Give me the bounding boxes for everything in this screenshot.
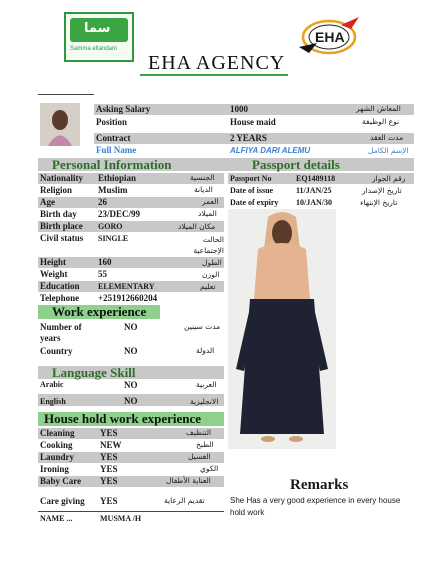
left-logo-text: سما xyxy=(84,21,111,36)
personal-info-title: Personal Information xyxy=(52,157,172,172)
nationality-label: Nationality xyxy=(40,173,84,183)
portrait-photo xyxy=(40,103,80,146)
work-experience-title: Work experience xyxy=(52,304,147,319)
height-ar: الطول xyxy=(202,258,222,267)
birthplace-ar: مكان الميلاد xyxy=(178,222,216,231)
passport-no-ar: رقم الجواز xyxy=(372,174,406,183)
birthplace-value: GORO xyxy=(98,222,123,231)
full-name-label: Full Name xyxy=(96,145,137,155)
birthday-value: 23/DEC/99 xyxy=(98,209,141,219)
photo-top-line xyxy=(38,94,94,95)
birthplace-label: Birth place xyxy=(40,221,83,231)
right-logo xyxy=(289,13,367,61)
care-giving-value: YES xyxy=(100,496,118,506)
country-value: NO xyxy=(124,346,138,356)
ironing-value: YES xyxy=(100,464,118,474)
row-bg xyxy=(38,197,224,208)
civil-status-value: SINGLE xyxy=(98,234,129,243)
nationality-ar: الجنسية xyxy=(190,173,215,182)
left-logo xyxy=(64,12,134,62)
name-label: NAME ... xyxy=(40,514,73,523)
full-name-value: ALFIYA DARI ALEMU xyxy=(230,146,311,155)
date-of-expiry-label: Date of expiry xyxy=(230,198,279,207)
care-giving-label: Care giving xyxy=(40,496,85,506)
footer-line xyxy=(38,511,224,512)
civil-status-label: Civil status xyxy=(40,233,84,243)
cleaning-label: Cleaning xyxy=(40,428,75,438)
education-value: ELEMENTARY xyxy=(98,282,155,291)
contract-label: Contract xyxy=(96,133,131,143)
nationality-value: Ethiopian xyxy=(98,173,137,183)
cooking-value: NEW xyxy=(100,440,122,450)
birthday-label: Birth day xyxy=(40,209,77,219)
english-value: NO xyxy=(124,396,138,406)
full-name-ar: الإسم الكامل xyxy=(368,146,409,155)
position-ar: نوع الوظيفة xyxy=(362,117,400,126)
weight-value: 55 xyxy=(98,269,107,279)
agency-underline xyxy=(140,74,288,76)
weight-label: Weight xyxy=(40,269,68,279)
years-ar: مدت سينين xyxy=(184,322,221,331)
position-label: Position xyxy=(96,117,128,127)
remarks-text: She Has a very good experience in every house hold work xyxy=(230,496,401,517)
arabic-ar: العربية xyxy=(196,380,217,389)
telephone-value: +251912660204 xyxy=(98,293,158,303)
contract-value: 2 YEARS xyxy=(230,133,267,143)
full-body-photo xyxy=(228,209,336,449)
arabic-value: NO xyxy=(124,380,138,390)
height-value: 160 xyxy=(98,257,112,267)
education-ar: تعليم xyxy=(200,282,216,291)
country-label: Country xyxy=(40,346,73,356)
asking-salary-ar: المعاش الشهر xyxy=(356,104,401,113)
remarks-title: Remarks xyxy=(290,477,349,493)
height-label: Height xyxy=(40,257,66,267)
english-ar: الانجليزية xyxy=(190,397,219,406)
laundry-value: YES xyxy=(100,452,118,462)
religion-label: Religion xyxy=(40,185,73,195)
language-skill-title: Language Skill xyxy=(52,365,136,380)
baby-care-value: YES xyxy=(100,476,118,486)
years-value: NO xyxy=(124,322,138,332)
civil-status-ar: الحالت الإجتماعية xyxy=(193,235,224,255)
country-ar: الدولة xyxy=(196,346,215,355)
ironing-ar: الكوي xyxy=(200,464,219,473)
left-logo-sub: Samma eltandani xyxy=(70,46,117,52)
date-of-issue-ar: تاريخ الإصدار xyxy=(362,186,402,195)
religion-ar: الديانة xyxy=(194,185,213,194)
date-of-expiry-ar: تاريخ الإنتهاء xyxy=(360,198,398,207)
education-label: Education xyxy=(40,281,80,291)
cleaning-ar: التنظيف xyxy=(186,428,212,437)
asking-salary-label: Asking Salary xyxy=(96,104,151,114)
laundry-label: Laundry xyxy=(40,452,75,462)
baby-care-label: Baby Care xyxy=(40,476,82,486)
english-label: English xyxy=(40,397,66,406)
household-title: House hold work experience xyxy=(44,411,202,426)
birthday-ar: الميلاد xyxy=(198,209,217,218)
date-of-issue-value: 11/JAN/25 xyxy=(296,186,332,195)
care-giving-ar: تقديم الرعاية xyxy=(164,496,205,505)
date-of-expiry-value: 10/JAN/30 xyxy=(296,198,332,207)
ironing-label: Ironing xyxy=(40,464,69,474)
agency-name: EHA AGENCY xyxy=(148,52,286,74)
passport-details-title: Passport details xyxy=(252,157,340,172)
telephone-label: Telephone xyxy=(40,293,80,303)
years-label: Number of years xyxy=(40,322,82,343)
age-label: Age xyxy=(40,197,55,207)
age-value: 26 xyxy=(98,197,107,207)
weight-ar: الوزن xyxy=(202,270,220,279)
laundry-ar: الغسيل xyxy=(188,452,211,461)
arabic-label: Arabic xyxy=(40,380,64,389)
age-ar: العمر xyxy=(202,197,219,206)
baby-care-ar: العناية الأطفال xyxy=(166,476,211,485)
name-value: MUSMA /H xyxy=(100,514,142,523)
religion-value: Muslim xyxy=(98,185,128,195)
passport-no-value: EQ1489118 xyxy=(296,174,336,183)
asking-salary-value: 1000 xyxy=(230,104,248,114)
cooking-ar: الطبخ xyxy=(196,440,214,449)
date-of-issue-label: Date of issue xyxy=(230,186,274,195)
cooking-label: Cooking xyxy=(40,440,73,450)
position-value: House maid xyxy=(230,117,276,127)
right-logo-text: EHA xyxy=(315,29,345,45)
cleaning-value: YES xyxy=(100,428,118,438)
passport-no-label: Passport No xyxy=(230,174,272,183)
contract-ar: مدت العقد xyxy=(370,133,404,142)
